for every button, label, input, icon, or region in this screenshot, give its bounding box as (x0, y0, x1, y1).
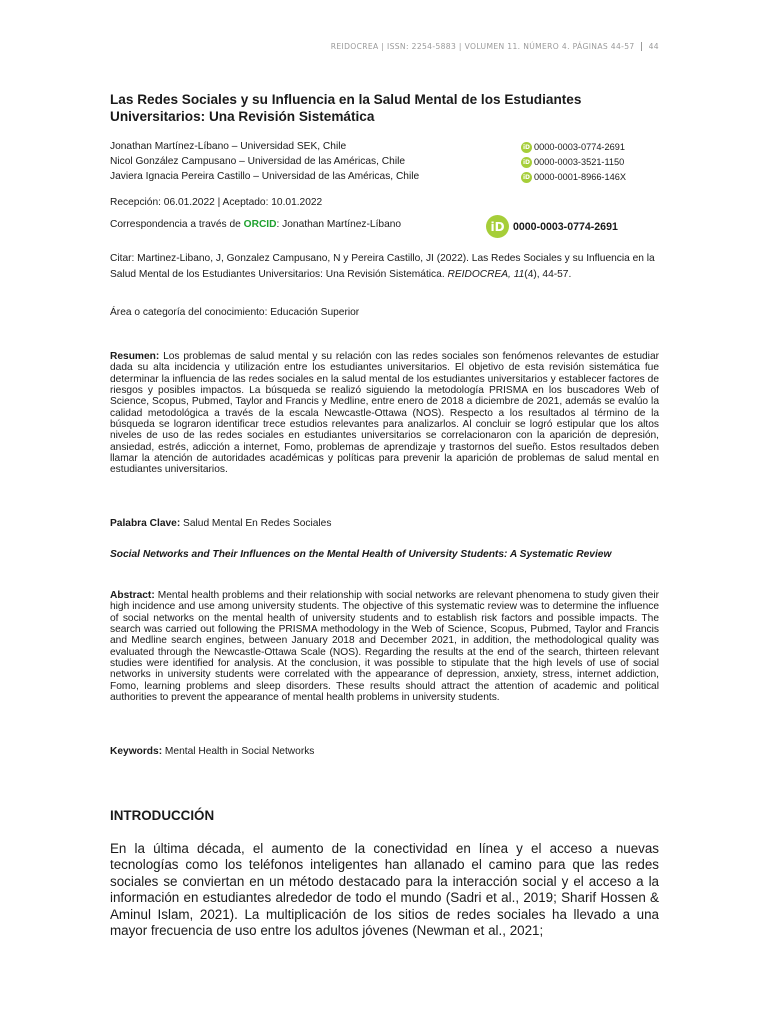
citation (110, 251, 659, 282)
orcid-id[interactable]: 0000-0003-0774-2691 (534, 142, 625, 152)
section-heading: INTRODUCCIÓN (110, 808, 215, 823)
author-orcid[interactable] (521, 155, 624, 170)
citation-journal: REIDOCREA, 11 (447, 268, 525, 280)
orcid-label: ORCID (243, 219, 277, 230)
orcid-icon: iD (486, 215, 509, 238)
abstract (110, 590, 659, 703)
knowledge-area: Área o categoría del conocimiento: Educación Superior (110, 307, 360, 318)
author-orcid[interactable] (521, 170, 626, 185)
orcid-icon: iD (522, 144, 531, 151)
abstract-text: Mental health problems and their relationship with social networks are relevant phenomena to study given their high incidence and use among university students. The objective of this systematic review was to determine the influence of social networks on the mental health of university students and to establish risk factors and possible impacts. The search was carried out following the PRISMA methodology in the Web of Science, Scopus, Pubmed, Taylor and Francis and Medline search engines, between January 2018 and December 2021, in addition, the methodological quality was evaluated through the Newcastle-Ottawa Scale (NOS). Regarding the results at the end of the search, thirteen relevant studies were identified for analysis. At the conclusion, it was possible to stipulate that the high levels of use of social networks in university students were correlated with the appearance of depression, anxiety, stress, internet addiction, Fomo, learning problems and sleep disorders. These results should attract the attention of academic and political authorities to prevent the appearance of mental health problems in university students. (110, 590, 659, 704)
orcid-id[interactable]: 0000-0001-8966-146X (534, 172, 626, 182)
orcid-icon: iD (522, 159, 531, 166)
citation-issue: (4), 44-57. (524, 268, 572, 280)
correspondence-author: : Jonathan Martínez-Líbano (276, 219, 402, 230)
intro-paragraph: En la última década, el aumento de la conectividad en línea y el acceso a nuevas tecnologías como los teléfonos inteligentes han allanado el camino para que las redes sociales se conviertan en un método destacado para la interacción social y el acceso a la información en estudiantes alrededor de todo el mundo (Sadri et al., 2019; Sharif Hossen & Aminul Islam, 2021). La multiplicación de los sitios de redes sociales ha llevado a una mayor frecuencia de uso entre los adultos jóvenes (Newman et al., 2021; (110, 841, 659, 939)
author-name: Jonathan Martínez-Líbano – Universidad SEK, Chile (110, 141, 347, 152)
correspondence-orcid[interactable] (486, 215, 618, 238)
resumen (110, 351, 659, 476)
author-row (110, 139, 659, 154)
orcid-id[interactable]: 0000-0003-3521-1150 (534, 157, 625, 167)
palabra-clave (110, 518, 331, 529)
author-orcid[interactable] (521, 140, 625, 155)
correspondence-prefix: Correspondencia a través de (110, 219, 244, 230)
keywords-text: Mental Health in Social Networks (162, 746, 315, 757)
palabra-clave-label: Palabra Clave: (110, 518, 181, 529)
author-name: Nicol González Campusano – Universidad de las Américas, Chile (110, 156, 406, 167)
correspondence-line (110, 215, 659, 239)
keywords (110, 746, 314, 757)
citation-text: Citar: Martinez-Libano, J, Gonzalez Campusano, N y Pereira Castillo, JI (2022). Las Redes Sociales y su Influencia en la Salud Mental de los Estudiantes Universitarios: Una Revisión Sistemática. (110, 253, 655, 280)
author-row (110, 154, 659, 169)
author-name: Javiera Ignacia Pereira Castillo – Universidad de las Américas, Chile (110, 171, 420, 182)
orcid-id[interactable]: 0000-0003-0774-2691 (513, 220, 618, 233)
paper-title: Las Redes Sociales y su Influencia en la Salud Mental de los Estudiantes Universitarios: Una Revisión Sistemática (110, 92, 582, 124)
abstract-label: Abstract: (110, 590, 155, 601)
reception-dates: Recepción: 06.01.2022 | Aceptado: 10.01.2022 (110, 197, 323, 208)
resumen-label: Resumen: (110, 351, 160, 362)
keywords-label: Keywords: (110, 746, 163, 757)
journal-line: REIDOCREA | ISSN: 2254-5883 | VOLUMEN 11. NÚMERO 4. PÁGINAS 44-57 (330, 42, 635, 51)
resumen-text: Los problemas de salud mental y su relación con las redes sociales son fenómenos relevantes de estudiar dada su alta incidencia y utilización entre los estudiantes universitarios. El objetivo de esta revisión sistemática fue determinar la influencia de las redes sociales en la salud mental de los estudiantes universitarios y establecer factores de riesgos y posibles impactos. La búsqueda se realizó siguiendo la metodología PRISMA en los buscadores Web of Science, Scopus, Pubmed, Taylor and Francis y Medline, entre enero de 2018 a diciembre de 2021, además se evalúo la calidad metodológica a través de la escala Newcastle-Ottawa (NOS). Respecto a los resultados al término de la búsqueda se lograron identificar trece estudios relevantes para analizarlos. Al concluir se logró estipular que los altos niveles de uso de las redes sociales en estudiantes universitarios se correlacionaron con la aparición de depresión, ansiedad, estrés, adicción a internet, Fomo, problemas de aprendizaje y trastornos del sueño. Estos resultados deben llamar la atención de autoridades académicas y políticas para prevenir la aparición de problemas de salud mental en estudiantes universitarios. (110, 351, 659, 476)
english-title: Social Networks and Their Influences on the Mental Health of University Students: A Systematic Review (110, 549, 612, 560)
running-header (59, 42, 659, 51)
palabra-clave-text: Salud Mental En Redes Sociales (180, 518, 332, 529)
page-number: 44 (641, 42, 659, 51)
correspondence-text (110, 219, 401, 230)
orcid-icon: iD (522, 174, 531, 181)
author-row (110, 169, 659, 184)
author-list (110, 139, 659, 184)
